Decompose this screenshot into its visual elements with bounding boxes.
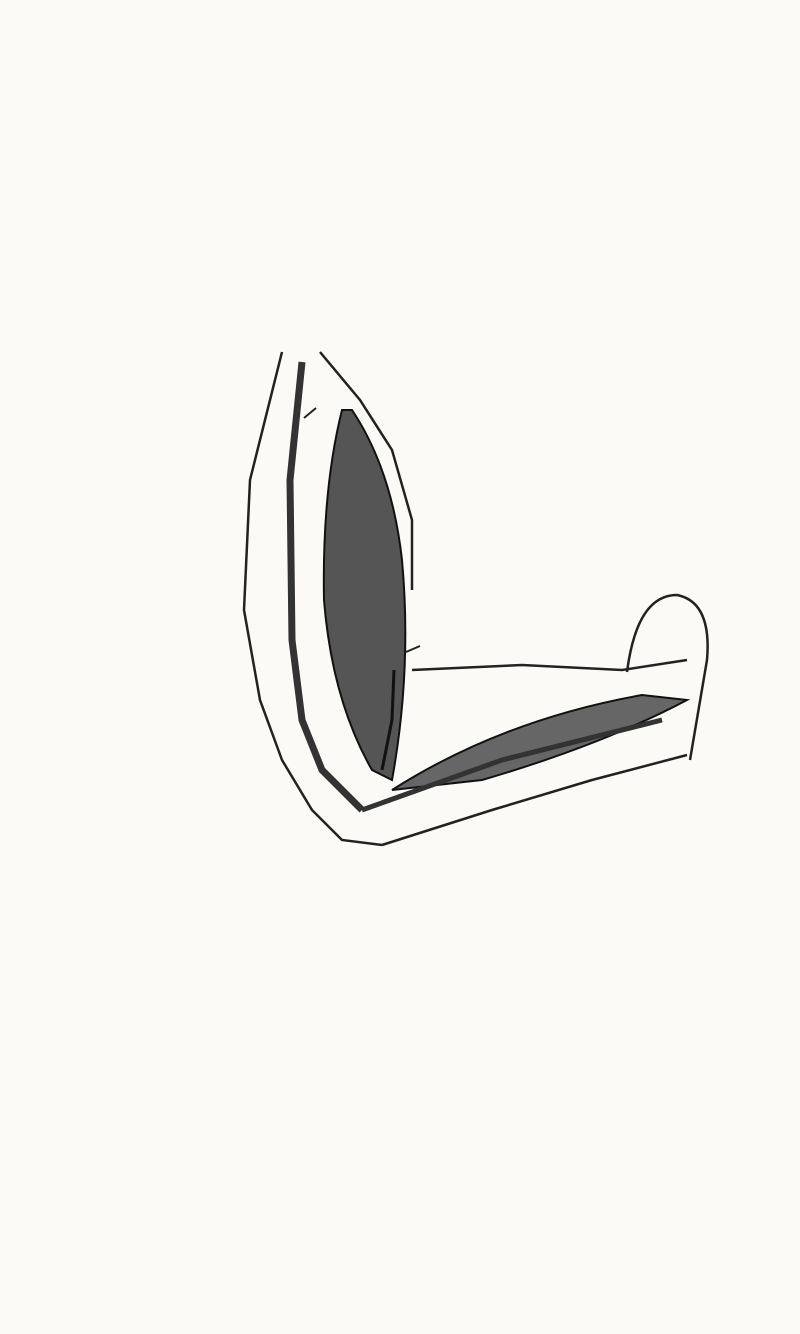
biceps-muscle (324, 410, 406, 780)
fist-outline (627, 595, 708, 760)
forearm-muscle (392, 695, 687, 790)
arrow-mark (304, 408, 316, 418)
arrow-mark (406, 646, 420, 652)
figure-9-arm-illustration (242, 340, 732, 880)
forearm-upper-outline (412, 660, 687, 670)
